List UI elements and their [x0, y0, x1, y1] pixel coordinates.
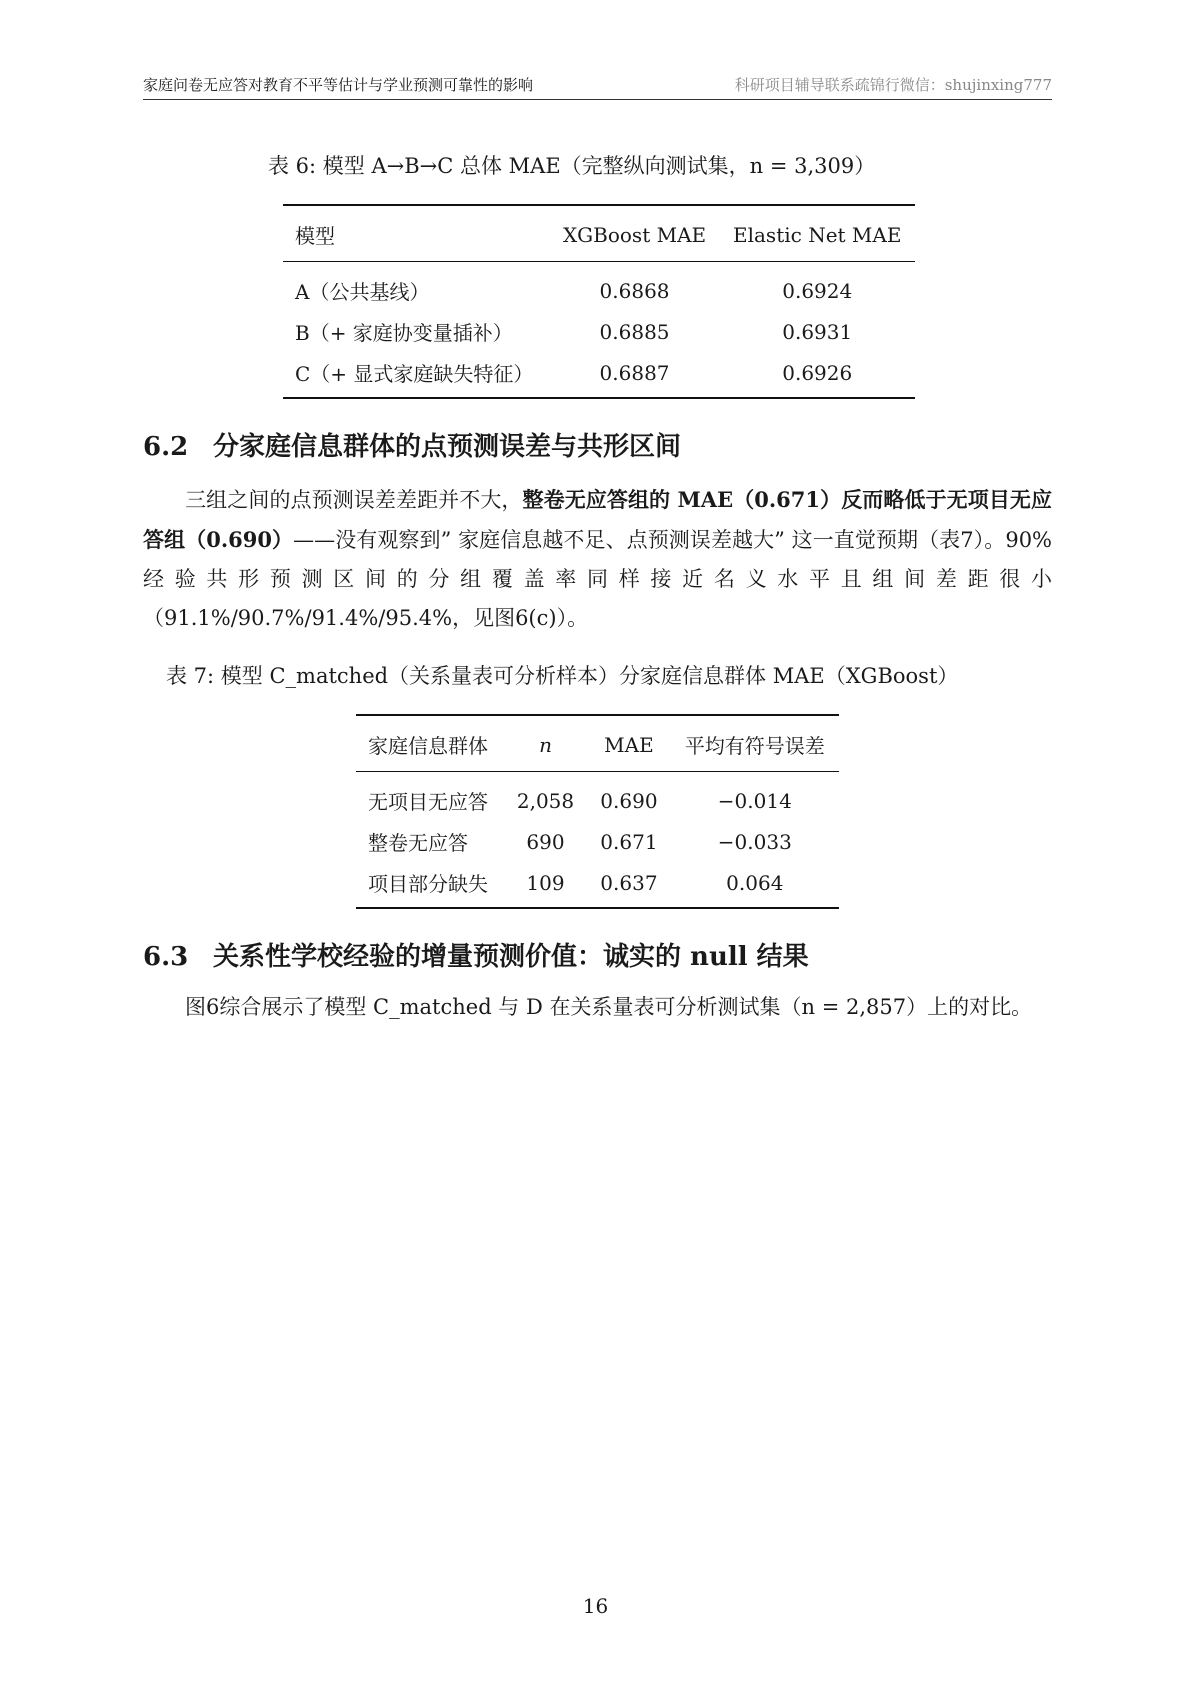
table7-cell: 0.637 [587, 862, 670, 908]
table7-cell: 项目部分缺失 [356, 862, 504, 908]
table-row [356, 821, 839, 862]
table7-cell: 0.064 [671, 862, 839, 908]
table7-cell: 690 [526, 829, 565, 854]
table-row [356, 772, 839, 822]
table7-header-signed-error: 平均有符号误差 [671, 715, 839, 772]
paragraph-text: ——没有观察到” 家庭信息越不足、点预测误差越大” 这一直觉预期（表7）。90% 经验共形预测区间的分组覆盖率同样接近名义水平且组间差距很小（91.1%/90.7%/91.4%/95.4%，见图6(c)）。 [143, 528, 1053, 630]
table-row [283, 352, 915, 398]
table7-header-n: n [504, 715, 587, 772]
paragraph-6-2 [143, 480, 1052, 638]
header-contact: 科研项目辅导联系疏锦行微信：shujinxing777 [734, 76, 1052, 94]
section-title: 分家庭信息群体的点预测误差与共形区间 [213, 432, 682, 462]
table7-cell: 无项目无应答 [368, 790, 488, 814]
table7-cell: 整卷无应答 [368, 831, 468, 855]
table-row [356, 862, 839, 908]
table7-cell: −0.033 [717, 829, 792, 854]
table6-caption: 表 6: 模型 A→B→C 总体 MAE（完整纵向测试集，n = 3,309） [268, 154, 876, 178]
table6-header-model: 模型 [283, 205, 550, 262]
section-title: 关系性学校经验的增量预测价值：诚实的 null 结果 [213, 942, 809, 972]
table7-cell: 0.671 [600, 829, 658, 854]
table7-cell: 109 [504, 862, 587, 908]
table7-cell: 0.690 [600, 788, 658, 813]
table7-caption: 表 7: 模型 C_matched（关系量表可分析样本）分家庭信息群体 MAE（XGBoost） [166, 664, 959, 688]
table6-cell: C（+ 显式家庭缺失特征） [283, 352, 550, 398]
table7 [356, 714, 839, 909]
table7-header-mae: MAE [587, 715, 670, 772]
page-number: 16 [582, 1594, 609, 1618]
table6-cell: 0.6926 [719, 352, 915, 398]
section-heading-6-3 [143, 936, 809, 973]
table6 [283, 204, 915, 399]
paragraph-text: 三组之间的点预测误差差距并不大， [185, 488, 523, 512]
table6-cell: 0.6931 [782, 319, 853, 344]
table6-cell: 0.6868 [599, 278, 670, 303]
table6-cell: 0.6924 [782, 278, 853, 303]
table7-cell: 2,058 [516, 788, 575, 813]
section-heading-6-2 [143, 426, 681, 463]
paragraph-text: 图6综合展示了模型 C_matched 与 D 在关系量表可分析测试集（n = 2,857）上的对比。 [185, 995, 1033, 1019]
section-number: 6.2 [143, 432, 189, 462]
table-row [283, 262, 915, 312]
table6-header-elasticnet: Elastic Net MAE [719, 205, 915, 262]
paragraph-6-3 [143, 988, 1052, 1027]
table6-header-xgboost: XGBoost MAE [550, 205, 720, 262]
running-header [143, 74, 1052, 100]
section-number: 6.3 [143, 942, 189, 972]
table-row [283, 311, 915, 352]
table7-cell: −0.014 [717, 788, 792, 813]
table6-cell: 0.6887 [550, 352, 720, 398]
table6-cell: A（公共基线） [295, 280, 430, 304]
table6-cell: B（+ 家庭协变量插补） [295, 321, 513, 345]
table6-cell: 0.6885 [599, 319, 670, 344]
paragraph-bold-text: 整卷无应答组的 MAE（0.671）反而略低于无项目无应答组（0.690） [143, 487, 1052, 552]
header-title: 家庭问卷无应答对教育不平等估计与学业预测可靠性的影响 [143, 76, 534, 94]
table7-header-group: 家庭信息群体 [356, 715, 504, 772]
